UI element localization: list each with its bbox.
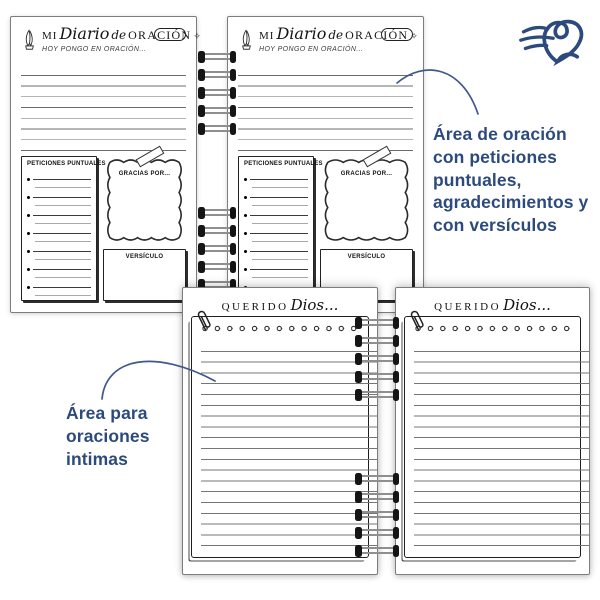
bullet-dot <box>244 196 247 199</box>
thanks-box <box>103 156 186 244</box>
bullet-dot <box>27 268 30 271</box>
spiral-binding <box>198 52 236 289</box>
verse-box <box>103 249 186 301</box>
bullet-dot <box>27 178 30 181</box>
journal-subtitle: HOY PONGO EN ORACIÓN... <box>259 46 364 53</box>
spiral-coil <box>198 88 236 97</box>
petition-row <box>27 224 91 242</box>
spiral-coil <box>355 492 399 501</box>
petitions-title: PETICIONES PUNTUALES <box>244 161 323 167</box>
journal-subtitle: HOY PONGO EN ORACIÓN... <box>42 46 147 53</box>
praying-hands-icon <box>21 27 38 52</box>
spiral-coil <box>355 546 399 555</box>
spiral-coil <box>198 244 236 253</box>
spiral-coil <box>198 106 236 115</box>
write-line <box>250 215 308 216</box>
letter-title-word: QUERIDO <box>221 301 289 313</box>
letter-writing-lines <box>201 341 377 546</box>
write-line <box>33 179 91 180</box>
spiral-coil <box>355 390 399 399</box>
petition-row <box>27 206 91 224</box>
journal-title <box>42 24 201 45</box>
spiral-coil <box>198 124 236 133</box>
prayer-page-left <box>10 16 201 313</box>
bullet-dot <box>27 196 30 199</box>
thanks-box <box>320 156 413 244</box>
title-word: de <box>328 28 344 42</box>
spiral-group <box>198 208 236 289</box>
letter-title-word: QUERIDO <box>434 301 502 313</box>
bullet-dot <box>27 250 30 253</box>
write-line <box>250 233 308 234</box>
letter-title-script: Dios... <box>503 296 551 314</box>
petition-row <box>27 278 91 296</box>
write-line <box>33 215 91 216</box>
spiral-coil <box>355 318 399 327</box>
thanks-verse-column <box>320 156 413 301</box>
write-line <box>33 233 91 234</box>
bullet-dot <box>27 286 30 289</box>
title-script-word: Diario <box>59 24 110 43</box>
writing-lines <box>238 65 413 151</box>
spiral-coil <box>355 354 399 363</box>
spiral-coil <box>355 528 399 537</box>
title-word: MI <box>42 30 58 42</box>
notepad <box>404 316 581 558</box>
sparkle-ornament-icon: ✧ <box>410 31 418 41</box>
title-word: MI <box>259 30 275 42</box>
prayer-sections <box>21 156 186 301</box>
thanks-title: GRACIAS POR... <box>118 171 171 177</box>
petition-row <box>27 260 91 278</box>
wavy-border <box>320 156 413 244</box>
annotation-prayer-area: Área de oración con peticiones puntuales, agradecimientos y con versículos <box>433 124 589 235</box>
praying-hands-icon <box>238 27 255 52</box>
title-word: ORACIÓN <box>345 28 409 42</box>
journal-title <box>259 24 418 45</box>
petitions-title: PETICIONES PUNTUALES <box>27 161 106 167</box>
prayer-page-header <box>238 24 418 59</box>
petition-row <box>244 224 308 242</box>
bullet-dot <box>27 214 30 217</box>
letter-page-left <box>182 287 378 575</box>
spiral-coil <box>355 510 399 519</box>
petition-row <box>244 170 308 188</box>
verse-title: VERSÍCULO <box>347 254 386 260</box>
petitions-list <box>27 170 91 296</box>
prayer-page-right <box>227 16 424 313</box>
title-word: ORACIÓN <box>128 28 192 42</box>
prayer-page-header <box>21 24 201 59</box>
letter-title-script: Dios... <box>290 296 339 314</box>
annotation-intimate-area: Área para oraciones intimas <box>66 403 150 469</box>
title-script-word: Diario <box>276 24 327 43</box>
bullet-dot <box>244 178 247 181</box>
petitions-box <box>21 156 106 301</box>
petition-row <box>244 206 308 224</box>
spiral-coil <box>198 208 236 217</box>
spiral-group <box>355 474 399 555</box>
spiral-coil <box>355 474 399 483</box>
petitions-list <box>244 170 308 296</box>
write-line <box>250 251 308 252</box>
thanks-verse-column <box>103 156 186 301</box>
heart-swirl-logo-icon <box>518 14 592 70</box>
bullet-dot <box>244 250 247 253</box>
letter-writing-lines <box>414 341 589 546</box>
journal-title-block <box>42 24 201 53</box>
spiral-group <box>355 318 399 399</box>
petition-row <box>244 242 308 260</box>
bullet-dot <box>244 214 247 217</box>
letter-page-header <box>404 294 581 314</box>
write-line <box>250 179 308 180</box>
prayer-sections <box>238 156 413 301</box>
sparkle-ornament-icon: ✧ <box>193 31 201 41</box>
wavy-border <box>103 156 186 244</box>
petition-row <box>27 188 91 206</box>
write-line <box>250 197 308 198</box>
bullet-dot <box>244 232 247 235</box>
spiral-coil <box>355 336 399 345</box>
bullet-dot <box>27 232 30 235</box>
write-line <box>33 269 91 270</box>
write-line <box>33 287 91 288</box>
spiral-coil <box>355 372 399 381</box>
petition-row <box>244 188 308 206</box>
thanks-title: GRACIAS POR... <box>340 171 393 177</box>
journal-title-block <box>259 24 418 53</box>
write-line <box>33 197 91 198</box>
spiral-binding <box>355 318 399 555</box>
spiral-coil <box>198 262 236 271</box>
title-word: de <box>111 28 127 42</box>
spiral-group <box>198 52 236 133</box>
letter-page-header <box>191 294 369 314</box>
date-field <box>154 28 186 41</box>
petitions-box <box>238 156 323 301</box>
petition-row <box>27 242 91 260</box>
date-field <box>381 28 413 41</box>
spiral-coil <box>198 52 236 61</box>
punch-holes-row <box>199 322 361 335</box>
write-line <box>33 251 91 252</box>
spiral-coil <box>198 70 236 79</box>
petition-row <box>244 260 308 278</box>
verse-title: VERSÍCULO <box>125 254 164 260</box>
write-line <box>250 269 308 270</box>
spiral-coil <box>198 226 236 235</box>
bullet-dot <box>244 268 247 271</box>
notepad <box>191 316 369 558</box>
letter-page-right <box>395 287 590 575</box>
writing-lines <box>21 65 186 151</box>
petition-row <box>27 170 91 188</box>
punch-holes-row <box>412 322 573 335</box>
